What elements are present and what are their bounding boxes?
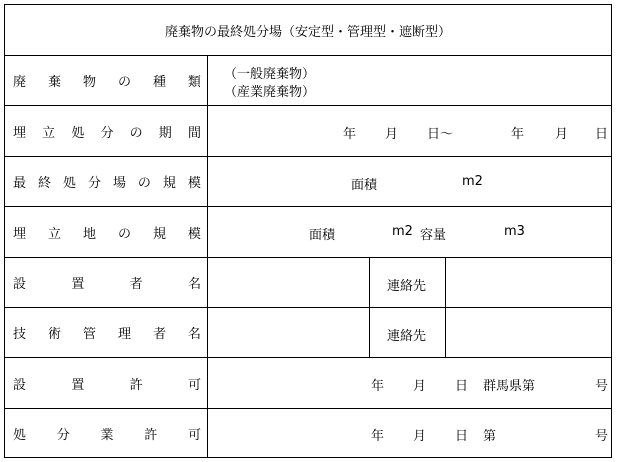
permit-day-label: 日 [455, 379, 469, 394]
row-installation-permit [5, 358, 611, 409]
end-year-label: 年 [511, 127, 525, 142]
row-site-scale [5, 157, 611, 207]
permit-month-label: 月 [413, 379, 427, 394]
installer-name-field[interactable] [208, 258, 369, 307]
row-installer-name [5, 258, 611, 308]
business-month-label: 月 [413, 429, 427, 444]
row-business-permit [5, 409, 611, 458]
business-number-suffix: 号 [595, 429, 609, 444]
value-business-permit[interactable] [208, 409, 611, 458]
form-title-row [5, 5, 611, 56]
value-landfill-scale[interactable] [208, 207, 611, 257]
manager-contact-field[interactable] [446, 308, 611, 357]
manager-name-field[interactable] [208, 308, 369, 357]
form-title: 廃棄物の最終処分場（安定型・管理型・遮断型） [164, 24, 451, 40]
label-landfill-period: 埋 立 処 分 の 期 間 [5, 106, 208, 156]
start-year-label: 年 [343, 127, 357, 142]
installer-contact-label: 連絡先 [387, 279, 427, 294]
row-landfill-scale [5, 207, 611, 258]
business-day-label: 日 [455, 429, 469, 444]
end-month-label: 月 [555, 127, 569, 142]
label-site-scale: 最 終 処 分 場 の 規 模 [5, 157, 208, 206]
divider [369, 308, 370, 357]
value-site-scale[interactable] [208, 157, 611, 206]
value-landfill-period[interactable] [208, 106, 611, 156]
landfill-area-unit: m2 [392, 224, 413, 239]
installer-contact-field[interactable] [446, 258, 611, 307]
row-technical-manager [5, 308, 611, 358]
label-landfill-scale: 埋 立 地 の 規 模 [5, 207, 208, 257]
industrial-waste-option: （産業廃棄物） [224, 85, 316, 100]
general-waste-option: （一般廃棄物） [224, 67, 316, 82]
label-installer-name: 設 置 者 名 [5, 258, 208, 307]
row-waste-type [5, 56, 611, 106]
value-waste-type[interactable] [208, 56, 611, 105]
manager-contact-label: 連絡先 [387, 329, 427, 344]
start-day-label: 日～ [427, 127, 454, 142]
permit-number-suffix: 号 [595, 379, 609, 394]
end-day-label: 日 [595, 127, 609, 142]
landfill-area-label: 面積 [309, 228, 336, 243]
landfill-volume-unit: m3 [504, 224, 525, 239]
label-waste-type: 廃 棄 物 の 種 類 [5, 56, 208, 105]
permit-year-label: 年 [371, 379, 385, 394]
disposal-site-form [4, 4, 612, 458]
label-business-permit: 処 分 業 許 可 [5, 409, 208, 458]
permit-prefecture-label: 群馬県第 [483, 379, 536, 394]
landfill-volume-label: 容量 [420, 228, 447, 243]
value-installer-name [208, 258, 611, 307]
value-technical-manager [208, 308, 611, 357]
business-year-label: 年 [371, 429, 385, 444]
divider [369, 258, 370, 307]
start-month-label: 月 [385, 127, 399, 142]
value-installation-permit[interactable] [208, 358, 611, 408]
label-installation-permit: 設 置 許 可 [5, 358, 208, 408]
label-technical-manager: 技 術 管 理 者 名 [5, 308, 208, 357]
site-area-unit: m2 [462, 174, 483, 189]
site-area-label: 面積 [351, 178, 378, 193]
business-number-prefix: 第 [483, 429, 497, 444]
row-landfill-period [5, 106, 611, 157]
